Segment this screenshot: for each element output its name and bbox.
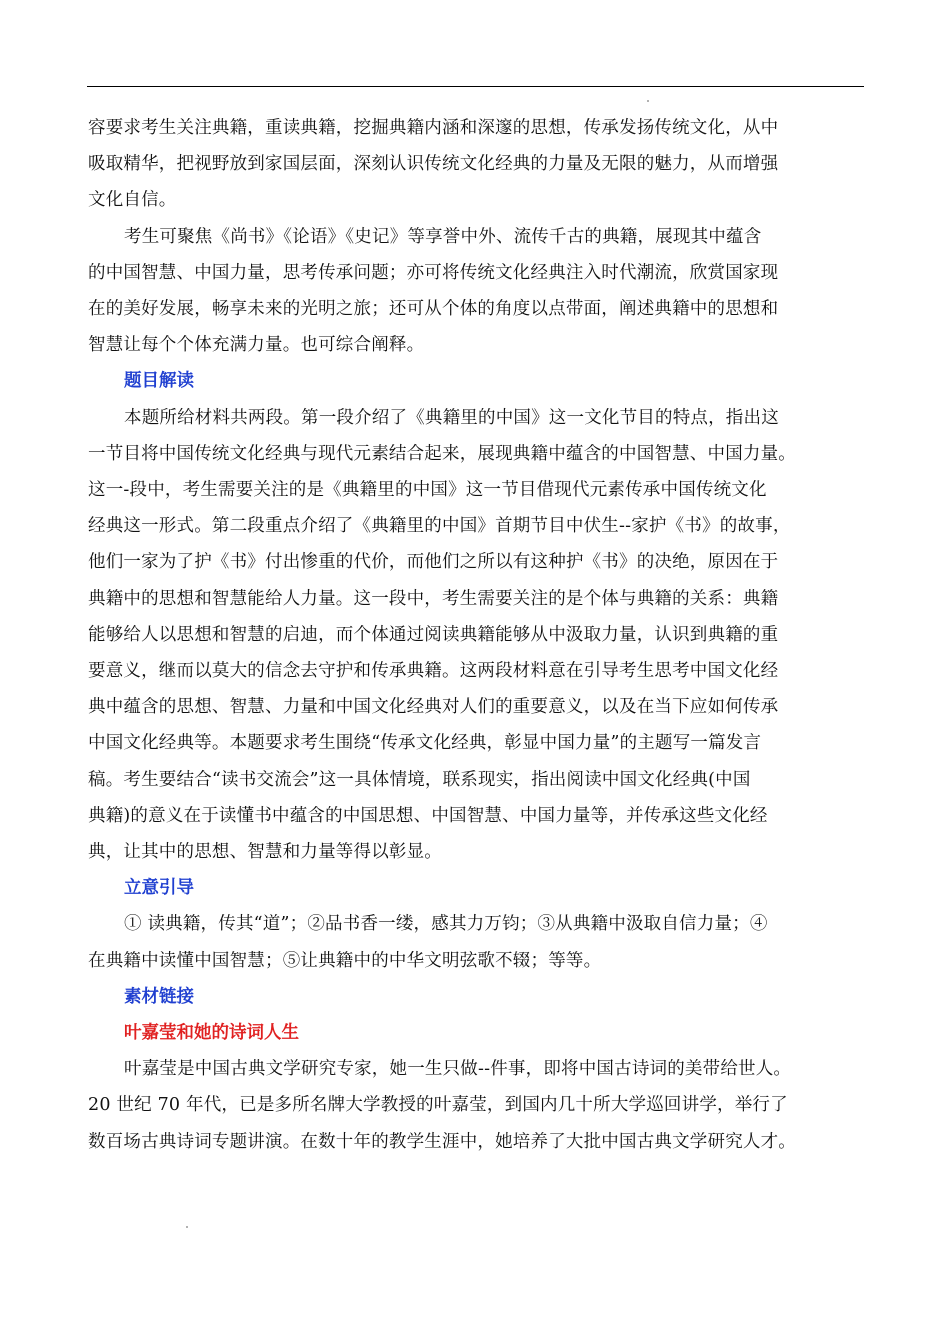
heading-theme-guidance: 立意引导 (124, 878, 194, 899)
scan-speck (186, 1226, 188, 1228)
paragraph-analysis (88, 400, 863, 871)
text-line: 要意义，继而以莫大的信念去守护和传承典籍。这两段材料意在引导考生思考中国文化经 (88, 661, 779, 682)
text-line: ① 读典籍，传其“道”；②品书香一缕，感其力万钧；③从典籍中汲取自信力量；④ (124, 914, 768, 935)
paragraph-intro-continued (88, 110, 863, 219)
text-line: 这一-段中，考生需要关注的是《典籍里的中国》这一节目借现代元素传承中国传统文化 (88, 480, 767, 501)
scan-speck (647, 100, 649, 102)
text-line: 典，让其中的思想、智慧和力量等得以彰显。 (88, 842, 442, 863)
text-line: 典籍)的意义在于读懂书中蕴含的中国思想、中国智慧、中国力量等，并传承这些文化经 (88, 805, 768, 826)
text-line: 考生可聚焦《尚书》《论语》《史记》等享誉中外、流传千古的典籍，展现其中蕴含 (124, 226, 762, 247)
text-line: 在典籍中读懂中国智慧；⑤让典籍中的中华文明弦歌不辍；等等。 (88, 950, 602, 971)
header-rule (87, 86, 864, 87)
paragraph-guidance (88, 906, 863, 978)
text-line: 一节目将中国传统文化经典与现代元素结合起来，展现典籍中蕴含的中国智慧、中国力量。 (88, 443, 796, 464)
text-line: 典籍中的思想和智慧能给人力量。这一段中，考生需要关注的是个体与典籍的关系：典籍 (88, 588, 779, 609)
text-line: 20 世纪 70 年代，已是多所名牌大学教授的叶嘉莹，到国内几十所大学巡回讲学，举行了 (88, 1095, 788, 1116)
text-line: 经典这一形式。第二段重点介绍了《典籍里的中国》首期节目中伏生--家护《书》的故事， (88, 516, 791, 537)
text-line: 本题所给材料共两段。第一段介绍了《典籍里的中国》这一文化节目的特点，指出这 (124, 407, 779, 428)
text-line: 叶嘉莹是中国古典文学研究专家，她一生只做--件事，即将中国古诗词的美带给世人。 (124, 1059, 792, 1080)
paragraph-focus (88, 219, 863, 364)
text-line: 他们一家为了护《书》付出惨重的代价，而他们之所以有这种护《书》的决绝，原因在于 (88, 552, 779, 573)
text-line: 中国文化经典等。本题要求考生围绕“传承文化经典，彰显中国力量”的主题写一篇发言 (88, 733, 762, 754)
text-line: 典中蕴含的思想、智慧、力量和中国文化经典对人们的重要意义，以及在当下应如何传承 (88, 697, 779, 718)
text-line: 在的美好发展，畅享未来的光明之旅；还可从个体的角度以点带面，阐述典籍中的思想和 (88, 299, 779, 320)
heading-ye-jiaying: 叶嘉莹和她的诗词人生 (124, 1023, 299, 1044)
text-line: 吸取精华，把视野放到家国层面，深刻认识传统文化经典的力量及无限的魅力，从而增强 (88, 154, 779, 175)
text-line: 容要求考生关注典籍，重读典籍，挖掘典籍内涵和深邃的思想，传承发扬传统文化，从中 (88, 118, 779, 138)
heading-material-links: 素材链接 (124, 986, 194, 1007)
text-line: 文化自信。 (88, 190, 177, 211)
text-line: 智慧让每个个体充满力量。也可综合阐释。 (88, 335, 425, 356)
text-line: 稿。考生要结合“读书交流会”这一具体情境，联系现实，指出阅读中国文化经典(中国 (88, 769, 751, 790)
heading-topic-analysis: 题目解读 (124, 371, 194, 392)
text-line: 的中国智慧、中国力量，思考传承问题；亦可将传统文化经典注入时代潮流，欣赏国家现 (88, 262, 779, 283)
paragraph-ye-jiaying (88, 1051, 863, 1160)
document-body (88, 110, 863, 1160)
text-line: 数百场古典诗词专题讲演。在数十年的教学生涯中，她培养了大批中国古典文学研究人才。 (88, 1131, 796, 1152)
text-line: 能够给人以思想和智慧的启迪，而个体通过阅读典籍能够从中汲取力量，认识到典籍的重 (88, 624, 779, 645)
